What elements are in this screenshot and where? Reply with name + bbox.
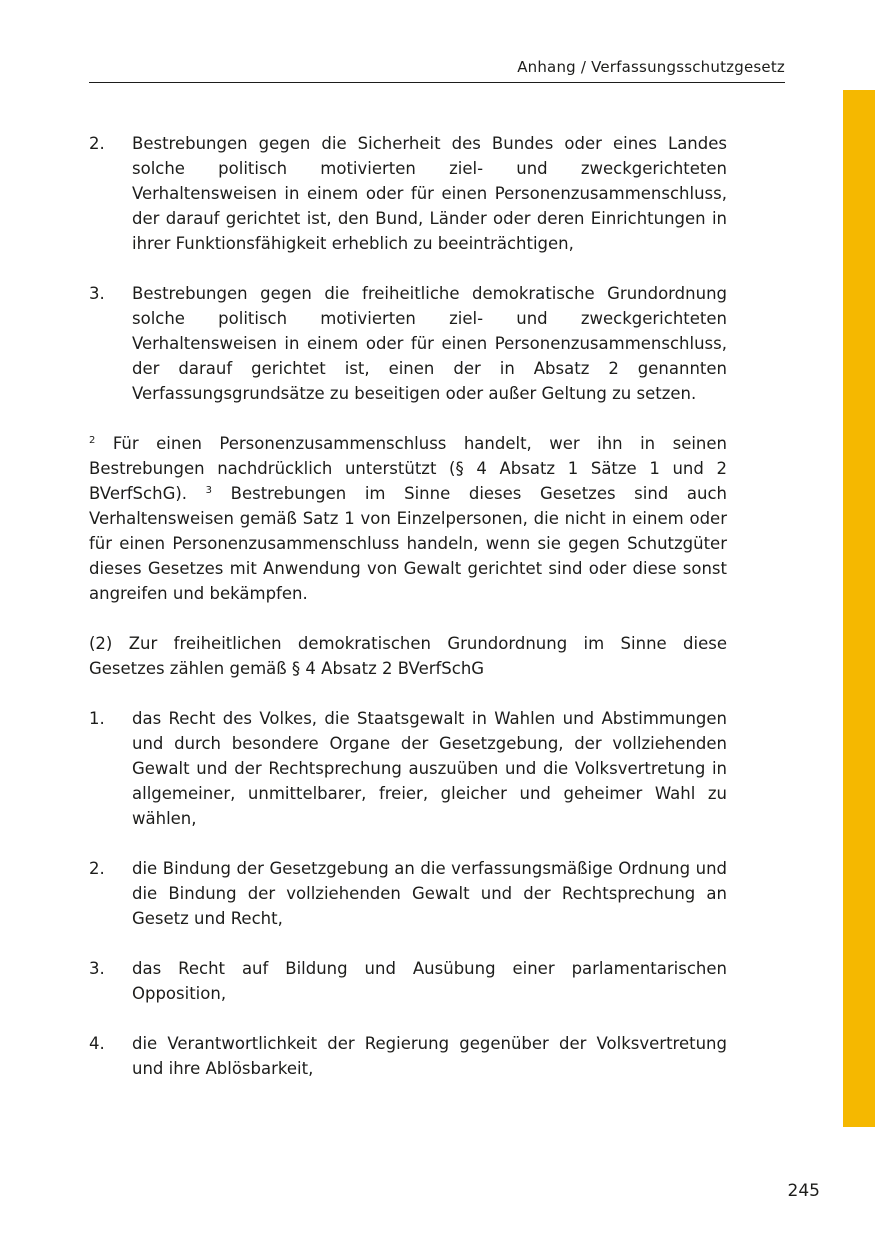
paragraph-text: Für einen Personenzusammenschluss handelt, wer ihn in seinen Bestrebungen nachdrücklich unterstützt (§ 4 Absatz 1 Sätze 1 und 2 BVerfSchG). [89,434,727,503]
list-item [89,1031,727,1081]
list-item [89,956,727,1006]
list-number: 3. [89,959,105,978]
list-item [89,281,727,406]
list-item [89,706,727,831]
page-number: 245 [787,1181,820,1201]
page-body [89,131,727,1081]
header-rule [89,82,785,83]
list-number: 4. [89,1034,105,1053]
list-text: die Bindung der Gesetzgebung an die verfassungsmäßige Ordnung und die Bindung der vollziehenden Gewalt und der Rechtsprechung an Gesetz und Recht, [132,859,727,928]
paragraph-text: Bestrebungen im Sinne dieses Gesetzes sind auch Verhaltensweisen gemäß Satz 1 von Einzelpersonen, die nicht in einem oder für einen Personenzusammenschluss handeln, wenn sie gegen Schutzgüter dieses Gesetzes mit Anwendung von Gewalt gerichtet sind oder diese sonst angreifen und bekämpfen. [89,484,728,603]
list-text: die Verantwortlichkeit der Regierung gegenüber der Volksvertretung und ihre Ablösbarkeit, [132,1034,727,1078]
list-text: Bestrebungen gegen die Sicherheit des Bundes oder eines Landes solche politisch motivierten ziel- und zweckgerichteten Verhaltensweisen in einem oder für einen Personenzusammenschluss, der darauf gerichtet ist, den Bund, Länder oder deren Einrichtungen in ihrer Funktionsfähigkeit erheblich zu beeinträchtigen, [132,134,727,253]
chapter-tab-marker [843,90,875,1127]
sentence-number: 2 [89,435,96,446]
list-number: 1. [89,709,105,728]
list-number: 2. [89,134,105,153]
paragraph-section-2: (2) Zur freiheitlichen demokratischen Grundordnung im Sinne diese Gesetzes zählen gemäß § 4 Absatz 2 BVerfSchG [89,634,727,678]
list-number: 3. [89,284,105,303]
list-item [89,856,727,931]
paragraph-sentences-2-3 [89,431,727,606]
sentence-number: 3 [205,485,213,496]
list-text: das Recht auf Bildung und Ausübung einer parlamentarischen Opposition, [132,959,727,1003]
list-number: 2. [89,859,105,878]
list-text: Bestrebungen gegen die freiheitliche demokratische Grundordnung solche politisch motivierten ziel- und zweckgerichteten Verhaltensweisen in einem oder für einen Personenzusammenschluss, der darauf gerichtet ist, einen der in Absatz 2 genannten Verfassungsgrundsätze zu beseitigen oder außer Geltung zu setzen. [132,284,727,403]
list-item [89,131,727,256]
running-header: Anhang / Verfassungsschutzgesetz [517,58,785,76]
list-text: das Recht des Volkes, die Staatsgewalt in Wahlen und Abstimmungen und durch besondere Organe der Gesetzgebung, der vollziehenden Gewalt und der Rechtsprechung auszuüben und die Volksvertretung in allgemeiner, unmittelbarer, freier, gleicher und geheimer Wahl zu wählen, [132,709,727,828]
